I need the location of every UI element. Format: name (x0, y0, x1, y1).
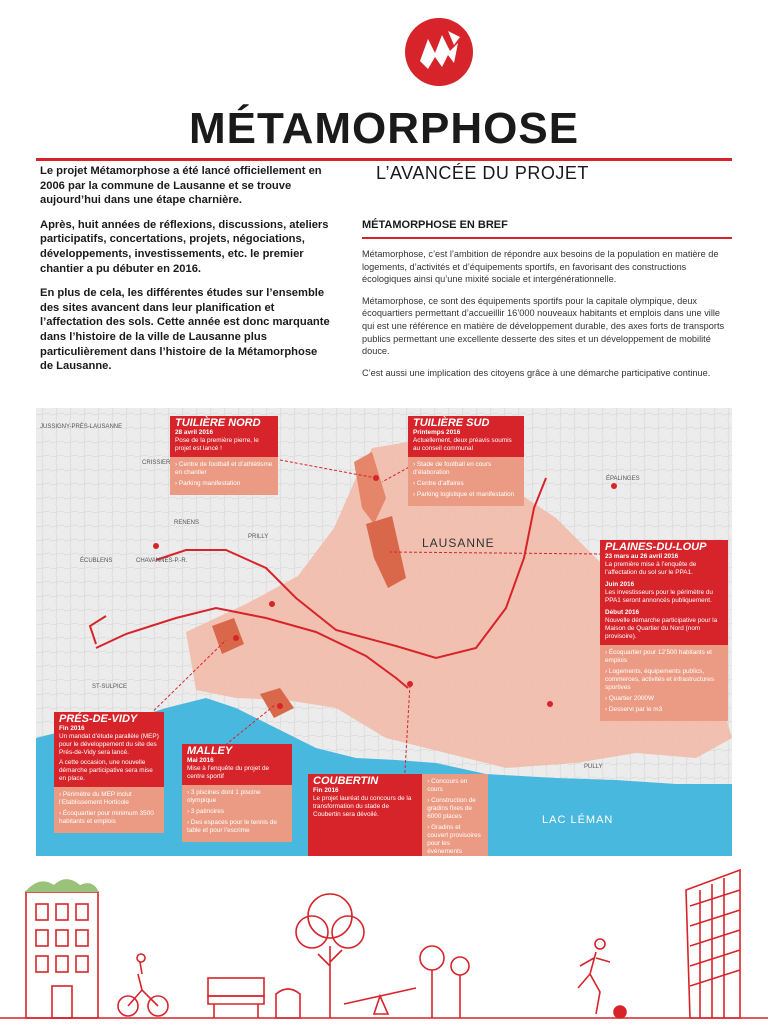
callout-item: › Concours en cours (427, 778, 468, 793)
callout-item: › Desservi par le m3 (605, 706, 663, 713)
intro-paragraph: Le projet Métamorphose a été lancé officiellement en 2006 par la commune de Lausanne et se trouve aujourd’hui dans une étape charnière. (40, 165, 322, 207)
callout-text: Le projet lauréat du concours de la transformation du stade de Coubertin sera dévoilé. (313, 795, 412, 818)
small-tree-icon (420, 946, 469, 1018)
page-title: MÉTAMORPHOSE (188, 104, 580, 153)
callout-title: TUILIÈRE NORD (175, 417, 261, 429)
callout-date: Fin 2016 (313, 787, 339, 794)
callout-item: › Quartier 2000W (605, 695, 655, 702)
callout-item: › Parking manifestation (175, 480, 241, 487)
callout-date: Juin 2016 (605, 581, 635, 588)
place-label: ÉCUBLENS (80, 558, 113, 564)
callout-malley (182, 744, 292, 842)
tree-icon (296, 894, 364, 1018)
city-illustration (0, 866, 768, 1024)
callout-item: › Gradins et couvert provisoires pour les événements (427, 824, 481, 855)
callout-item: › Centre de football et d’athlétisme en chantier (175, 461, 273, 476)
place-label: CHAVANNES-P.-R. (136, 558, 188, 564)
callout-item: › 3 patinoires (187, 808, 224, 815)
place-label: ST-SULPICE (92, 684, 128, 690)
bref-paragraph: C’est aussi une implication des citoyens grâce à une démarche participative continue. (362, 367, 711, 378)
callout-text: Actuellement, deux préavis soumis au conseil communal (413, 437, 512, 452)
city-label: LAUSANNE (422, 536, 495, 550)
callout-title: PRÉS-DE-VIDY (59, 713, 138, 725)
callout-item: › Parking logistique et manifestation (413, 491, 515, 498)
callout-item: › Des espaces pour le tennis de table et pour l’escrime (187, 819, 277, 834)
project-map (36, 408, 732, 856)
intro-paragraph: Après, huit années de réflexions, discussions, ateliers participatifs, concertations, projets, négociations, développements, investissements, etc. le premier chantier a pu débuter en 2016. (40, 218, 329, 275)
callout-text: Un mandat d’étude parallèle (MEP) pour le développement du site des Prés-de-Vidy sera lancé. (59, 733, 159, 756)
place-label: RENENS (174, 520, 200, 526)
callout-date: Printemps 2016 (413, 429, 461, 436)
lake-label: LAC LÉMAN (542, 814, 614, 826)
callout-item: › Écoquartier pour 12’500 habitants et emplois (605, 649, 712, 664)
callout-item: › Stade de football en cours d’élaboration (413, 461, 492, 476)
callout-text: Pose de la première pierre, le projet est lancé ! (175, 437, 259, 452)
place-label: JUSSIGNY-PRÈS-LAUSANNE (40, 424, 123, 430)
callout-item: › Logements, équipements publics, commerces, activités et infrastructures sportives (605, 668, 715, 691)
intro-paragraph: En plus de cela, les différentes études sur l’ensemble des sites avancent dans leur planification et l’affectation des sols. Cette année est donc marquante dans l’histoire de la ville de Lausanne plus particulièrement dans l’histoire de la Métamorphose de Lausanne. (40, 287, 330, 373)
bref-text (362, 248, 734, 388)
cyclist-icon (118, 954, 168, 1016)
callout-date: Fin 2016 (59, 725, 85, 732)
callout-item: › 3 piscines dont 1 piscine olympique (187, 789, 261, 804)
metamorphose-logo-icon (404, 17, 474, 87)
bref-divider (362, 237, 732, 239)
callout-date: 28 avril 2016 (175, 429, 214, 436)
callout-text: Nouvelle démarche participative pour la Maison de Quartier du Nord (nom provisoire). (605, 617, 718, 640)
callout-title: TUILIÈRE SUD (413, 417, 490, 429)
callout-title: PLAINES-DU-LOUP (605, 541, 707, 553)
callout-item: › Construction de gradins fixes de 6000 places (427, 797, 476, 820)
place-label: CRISSIER (142, 460, 171, 466)
bref-paragraph: Métamorphose, c’est l’ambition de répondre aux besoins de la population en matière de logements, d’activités et d’équipements sportifs, en favorisant des constructions écologiques ainsi qu’une mixité sociale et intergénérationnelle. (362, 249, 719, 285)
callout-title: MALLEY (187, 745, 233, 757)
page-subtitle: L’AVANCÉE DU PROJET (376, 163, 589, 183)
callout-text: Les investisseurs pour le périmètre du PPA1 seront annoncés publiquement. (605, 589, 713, 604)
footballer-icon (578, 939, 626, 1018)
callout-text: La première mise à l’enquête de l’affectation du sol sur le PPA1. (605, 561, 697, 576)
callout-tuiliere-nord (170, 416, 278, 495)
callout-item: › Écoquartier pour minimum 3500 habitants et emplois (59, 810, 154, 825)
callout-date: 23 mars au 26 avril 2016 (605, 553, 679, 560)
intro-text (40, 164, 330, 384)
callout-date: Début 2016 (605, 609, 640, 616)
callout-date: Mai 2016 (187, 757, 214, 764)
callout-item: › Centre d’affaires (413, 480, 464, 487)
callout-title: COUBERTIN (313, 775, 379, 787)
place-label: PRILLY (248, 534, 269, 540)
bench-icon (208, 978, 264, 1018)
goal-icon (686, 870, 740, 1018)
bin-icon (276, 989, 300, 1018)
seesaw-icon (344, 988, 416, 1014)
callout-coubertin (308, 774, 488, 856)
callout-item: › Périmètre du MEP inclut l’Etablissement Horticole (59, 791, 132, 806)
callout-text: Mise à l’enquête du projet de centre sportif (187, 765, 270, 780)
callout-tuiliere-sud (408, 416, 524, 506)
place-label: ÉPALINGES (606, 476, 640, 482)
callout-pres-de-vidy (54, 712, 164, 833)
bref-paragraph: Métamorphose, ce sont des équipements sportifs pour la capitale olympique, deux écoquartiers permettant d’accueillir 16’000 nouveaux habitants et emplois dans une ville qui est une référence en matière de développement durable, des axes forts de transports publics permettant une excellente desserte des sites et un développement de mobilité douce. (362, 295, 725, 357)
title-divider (36, 158, 732, 161)
callout-text: A cette occasion, une nouvelle démarche participative sera mise en place. (59, 759, 153, 782)
place-label: PULLY (584, 764, 603, 770)
callout-plaines-du-loup (600, 540, 728, 721)
bref-heading: MÉTAMORPHOSE EN BREF (362, 219, 508, 231)
building-icon (26, 880, 98, 1018)
